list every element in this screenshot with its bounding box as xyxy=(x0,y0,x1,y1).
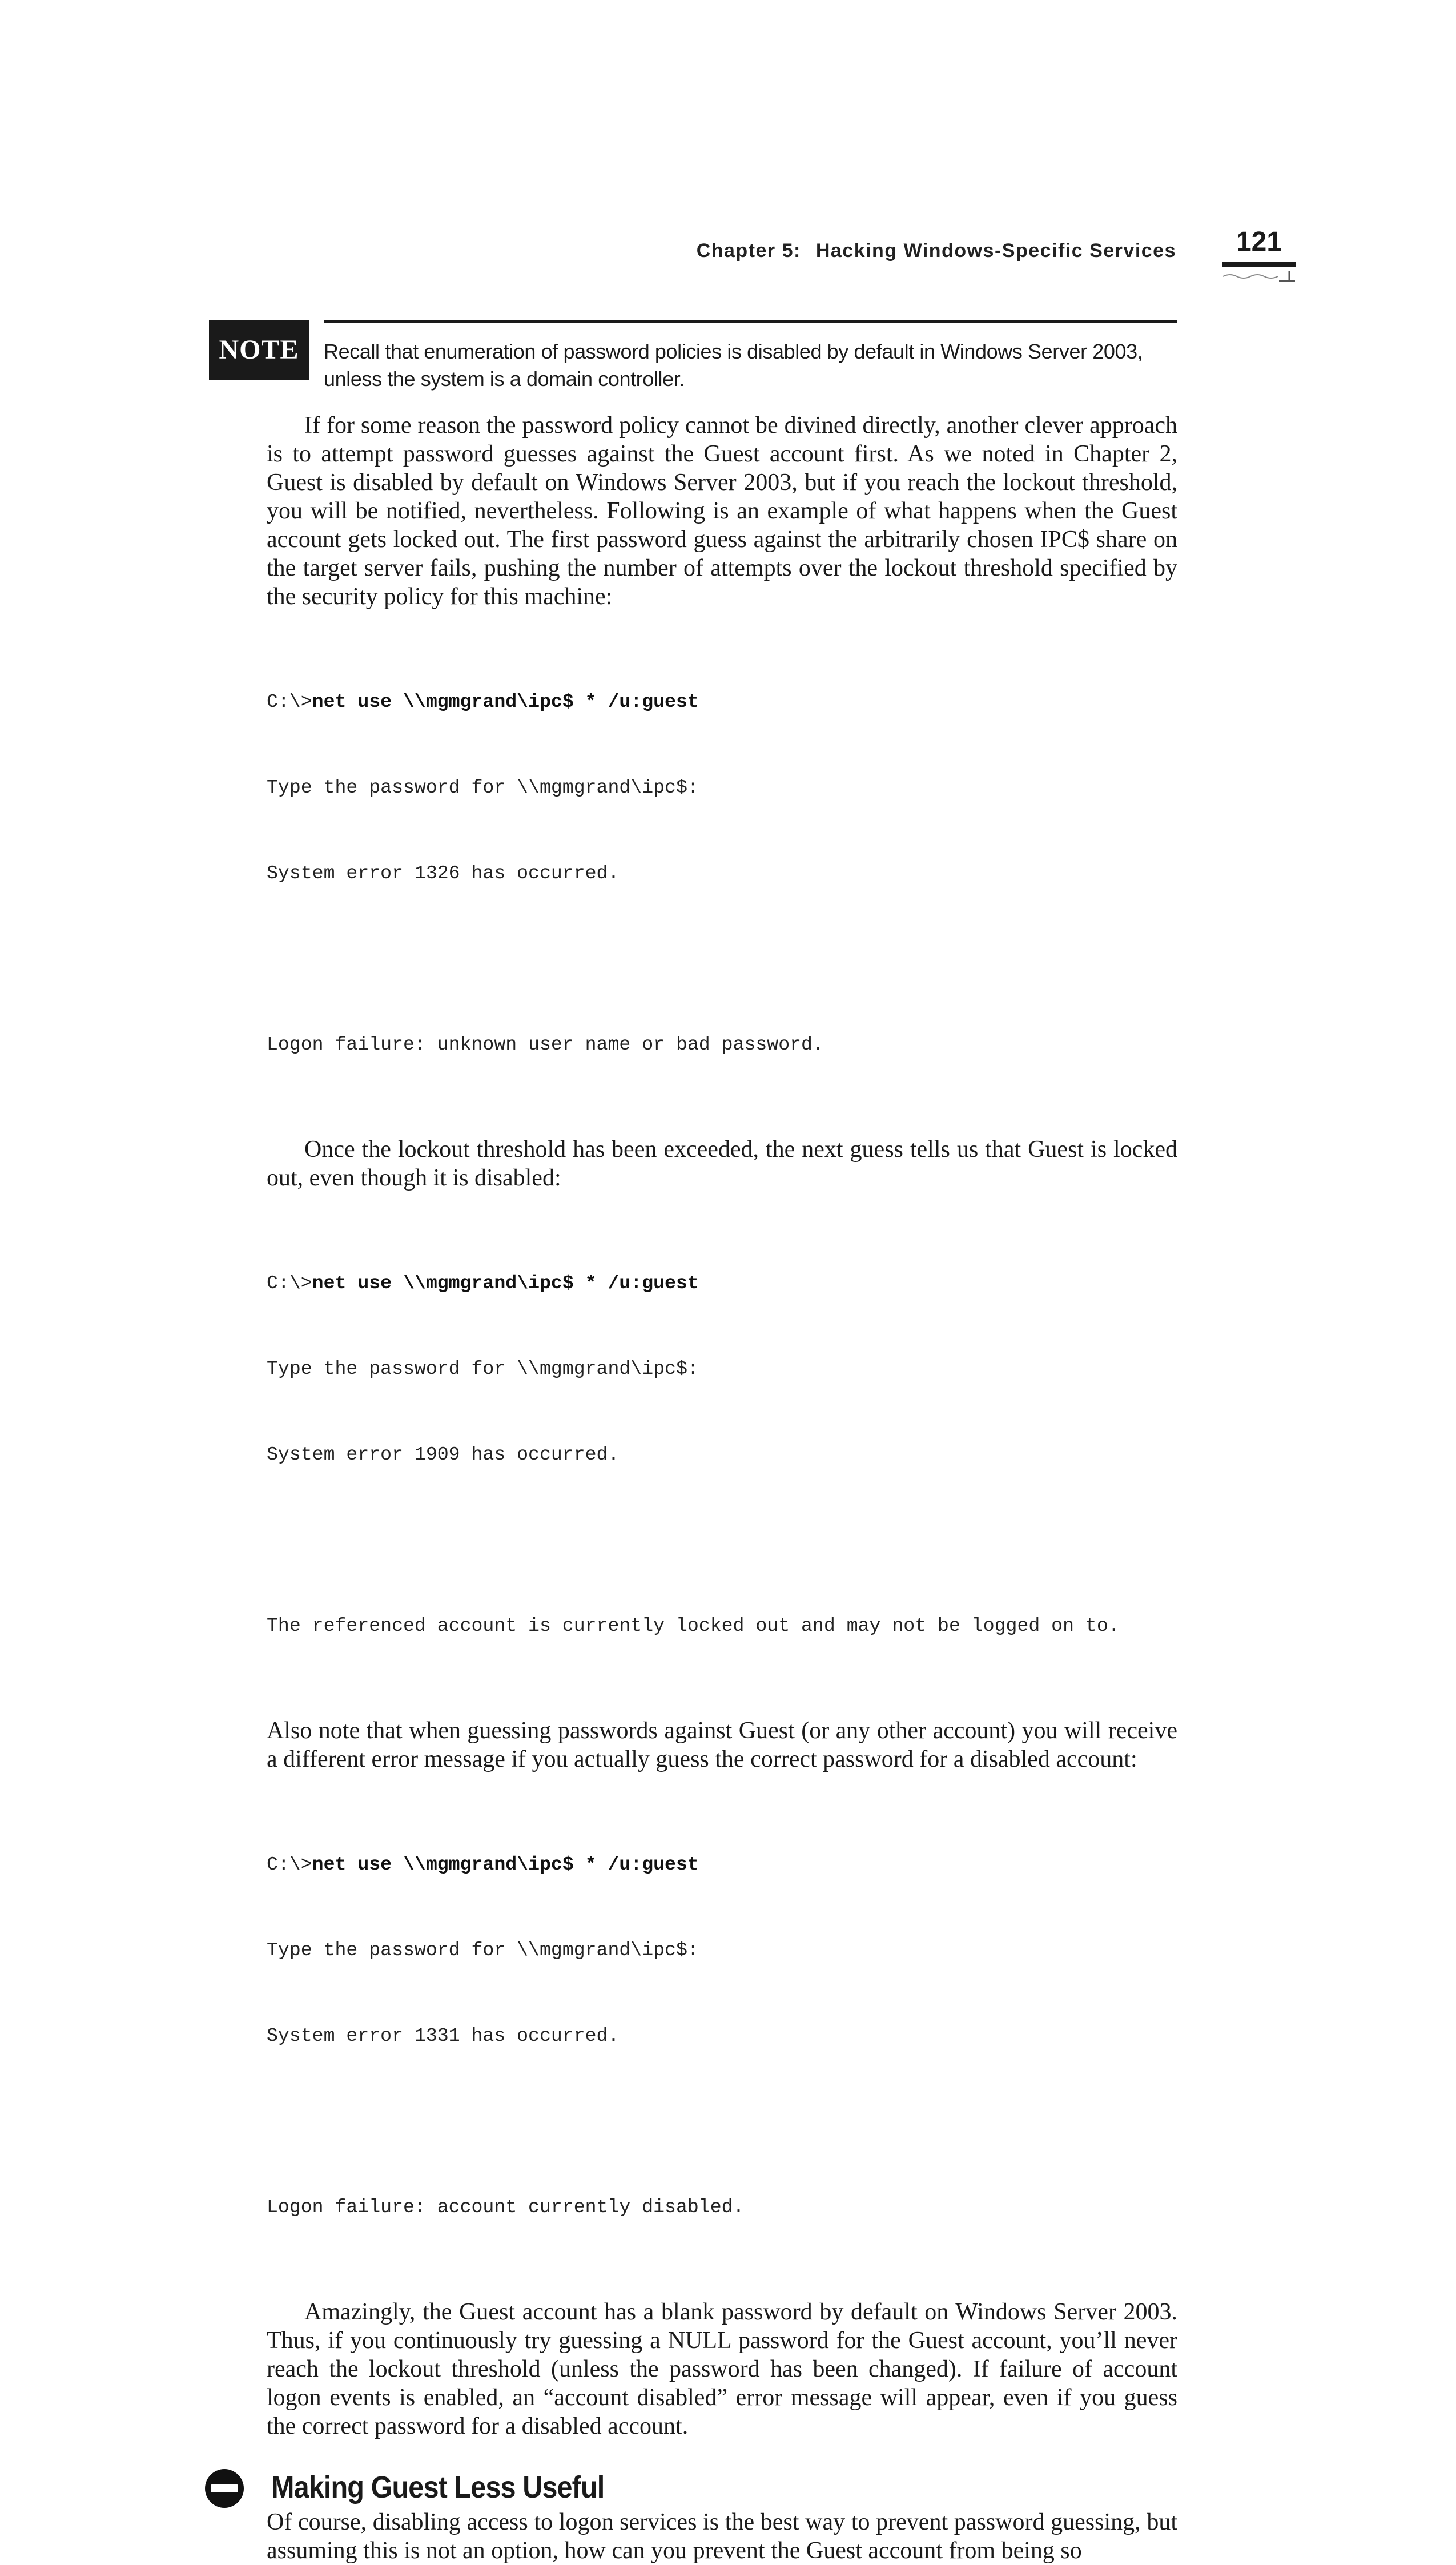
code-output-line: The referenced account is currently locked out and may not be logged on to. xyxy=(267,1615,1120,1637)
code-output-line: System error 1909 has occurred. xyxy=(267,1444,620,1465)
code-command: net use \\mgmgrand\ipc$ * /u:guest xyxy=(312,1272,699,1294)
running-header xyxy=(571,240,1176,262)
code-block-3 xyxy=(267,1793,1177,2278)
paragraph-2: Once the lockout threshold has been exceeded, the next guess tells us that Guest is locked out, even though it is disabled: xyxy=(267,1136,1177,1191)
code-output-line: System error 1331 has occurred. xyxy=(267,2025,620,2047)
code-block-1 xyxy=(267,630,1177,1116)
note-badge: NOTE xyxy=(209,320,309,380)
note-rule xyxy=(324,320,1177,323)
code-command-line xyxy=(267,1269,1177,1297)
code-command: net use \\mgmgrand\ipc$ * /u:guest xyxy=(312,691,699,713)
code-output-line: System error 1326 has occurred. xyxy=(267,862,620,884)
page-number-decoration xyxy=(1222,270,1296,282)
paragraph-3: Also note that when guessing passwords against Guest (or any other account) you will receive a different error message if you actually guess the correct password for a disabled account: xyxy=(267,1718,1177,1772)
chapter-title: Hacking Windows-Specific Services xyxy=(815,240,1176,262)
countermeasure-icon xyxy=(204,2468,245,2509)
paragraph-1: If for some reason the password policy cannot be divined directly, another clever approach is to attempt password guesses against the Guest account first. As we noted in Chapter 2, Guest is disabled by default on Windows Server 2003, but if you reach the lockout threshold, you will be notified, nevertheless. Following is an example of what happens when the Guest account gets locked out. The first password guess against the arbitrarily chosen IPC$ share on the target server fails, pushing the number of attempts over the lockout threshold specified by the security policy for this machine: xyxy=(267,412,1177,610)
code-prompt: C:\> xyxy=(267,1854,312,1875)
code-command: net use \\mgmgrand\ipc$ * /u:guest xyxy=(312,1854,699,1875)
paragraph-5: Of course, disabling access to logon services is the best way to prevent password guessing, but assuming this is not an option, how can you prevent the Guest account from being so xyxy=(267,2509,1177,2564)
page-number: 121 xyxy=(1236,227,1282,257)
page-number-rule xyxy=(1222,262,1296,267)
paragraph-4: Amazingly, the Guest account has a blank password by default on Windows Server 2003. Thus, if you continuously try guessing a NULL password for the Guest account, you’ll never reach the lockout threshold (unless the password has been changed). If failure of account logon events is enabled, an “account disabled” error message will appear, even if you guess the correct password for a disabled account. xyxy=(267,2299,1177,2439)
section-title: Making Guest Less Useful xyxy=(271,2470,605,2504)
code-blank-line xyxy=(267,2107,1177,2136)
code-prompt: C:\> xyxy=(267,691,312,713)
code-command-line xyxy=(267,1850,1177,1879)
code-blank-line xyxy=(267,1526,1177,1554)
code-prompt: C:\> xyxy=(267,1272,312,1294)
code-output-line: Logon failure: account currently disabled. xyxy=(267,2196,745,2218)
section-heading xyxy=(267,2467,1177,2508)
code-output-line: Type the password for \\mgmgrand\ipc$: xyxy=(267,777,699,798)
code-output-line: Logon failure: unknown user name or bad password. xyxy=(267,1034,824,1055)
note-text: Recall that enumeration of password policies is disabled by default in Windows Server 2003, unless the system is a domain controller. xyxy=(324,340,1143,391)
chapter-label: Chapter 5: xyxy=(696,240,801,262)
main-content xyxy=(267,411,1177,2565)
code-block-2 xyxy=(267,1212,1177,1697)
code-blank-line xyxy=(267,944,1177,973)
code-command-line xyxy=(267,688,1177,716)
code-output-line: Type the password for \\mgmgrand\ipc$: xyxy=(267,1939,699,1961)
code-output-line: Type the password for \\mgmgrand\ipc$: xyxy=(267,1358,699,1380)
